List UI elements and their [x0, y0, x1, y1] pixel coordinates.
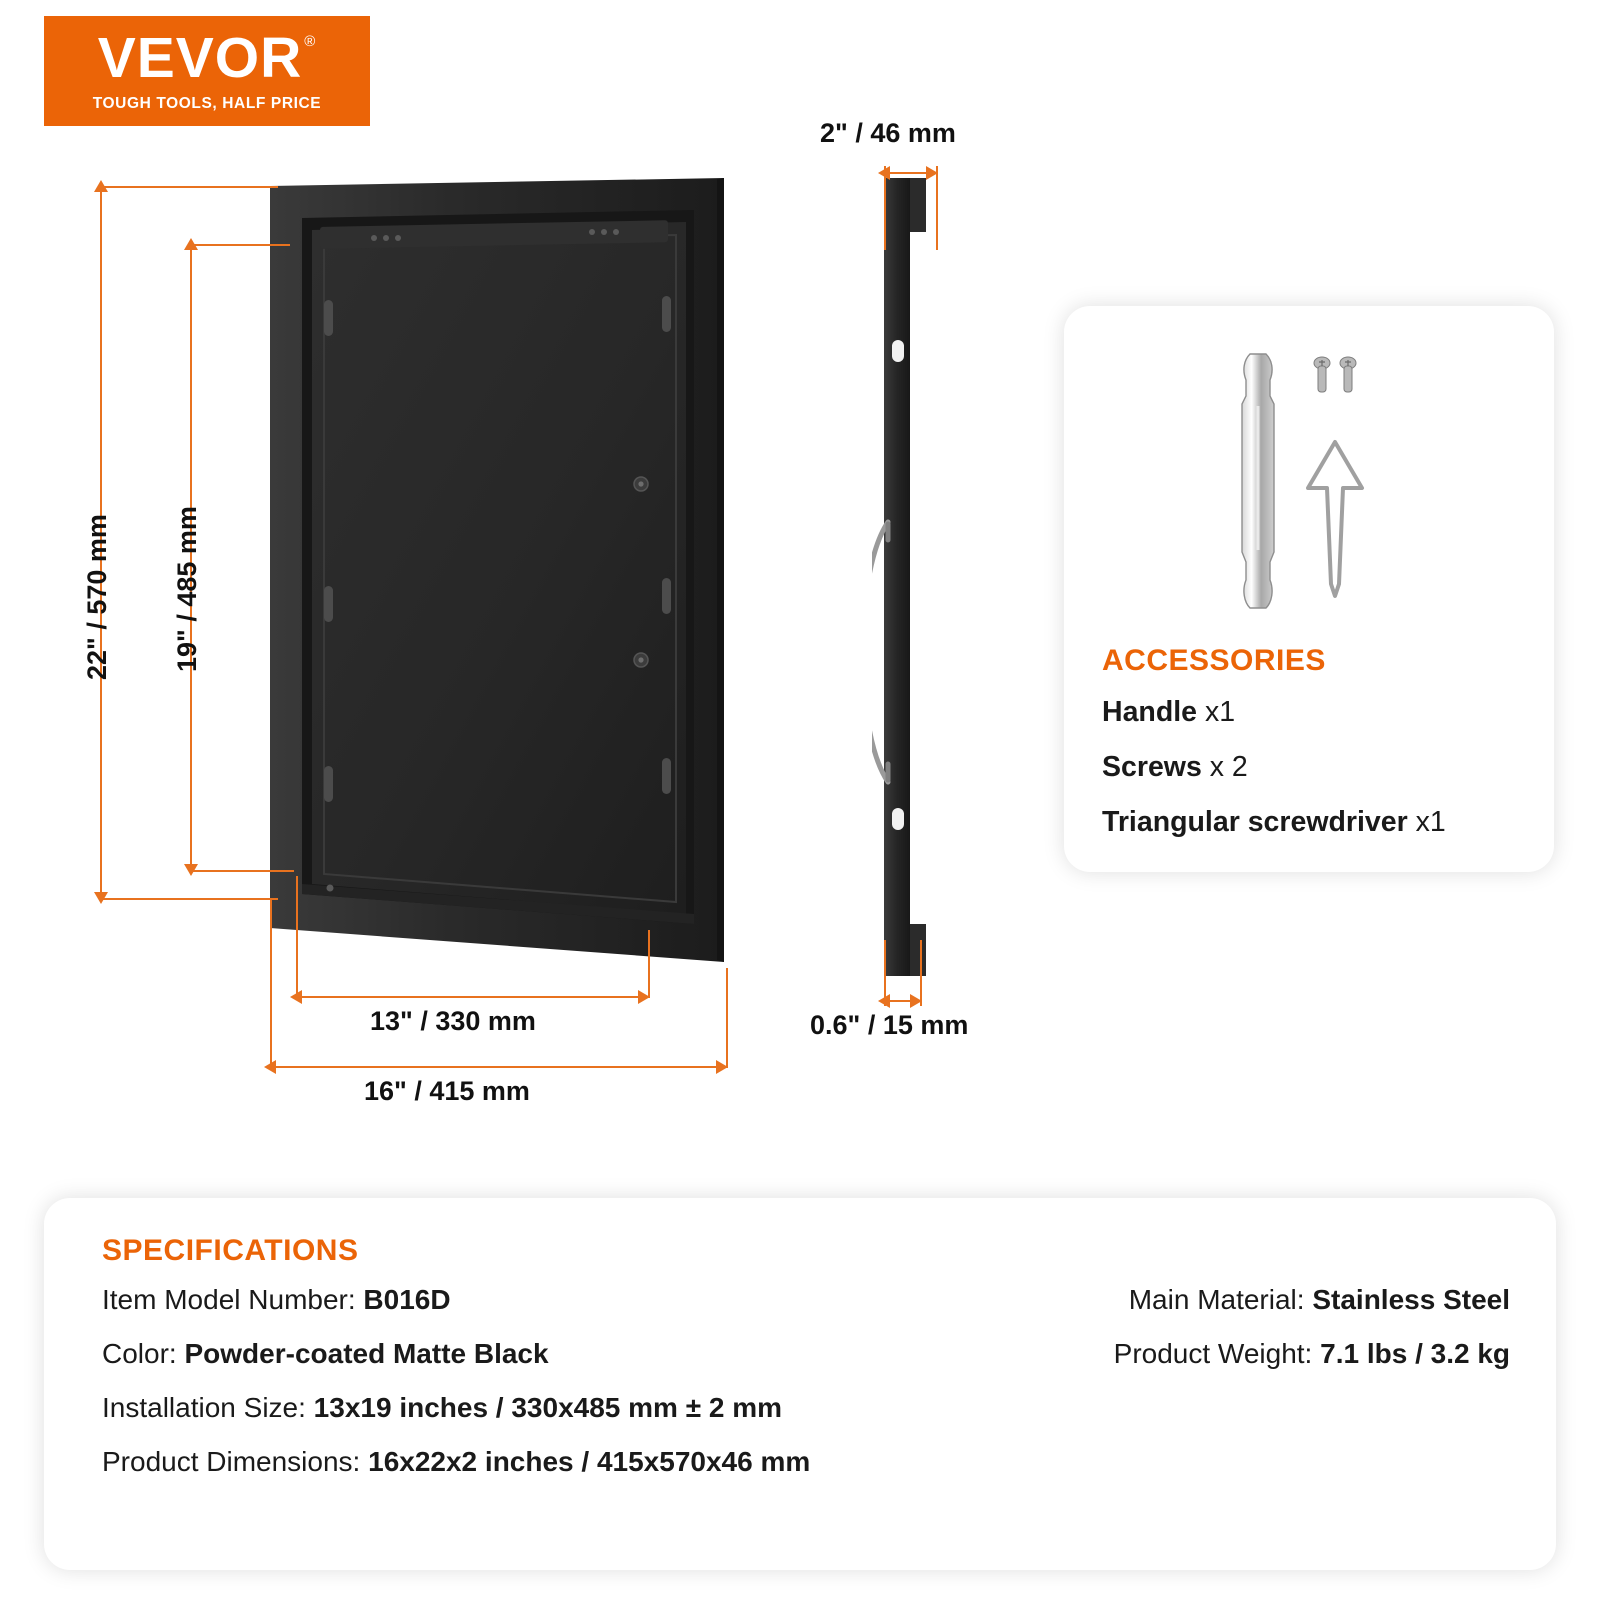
dim-height-overall: 22" / 570 mm: [82, 514, 112, 680]
dim-arrow-width-overall-left: [264, 1060, 276, 1074]
side-body: [884, 178, 910, 976]
dim-arrow-depth-overall-left: [878, 166, 890, 180]
spec-value: B016D: [363, 1284, 451, 1315]
accessory-name: Screws: [1102, 751, 1202, 783]
brand-tagline: TOUGH TOOLS, HALF PRICE: [92, 94, 322, 112]
accessory-qty: x1: [1204, 696, 1236, 728]
dim-arrow-width-install-left: [290, 990, 302, 1004]
vevor-logo: [44, 16, 370, 126]
registered-mark: ®: [304, 32, 317, 50]
product-front-view: [262, 172, 732, 982]
dim-ext-width-overall-left: [270, 900, 272, 1068]
triangular-screwdriver-illustration: [1298, 434, 1372, 604]
side-top-flange: [910, 178, 926, 232]
list-item: [1102, 696, 1532, 729]
dim-line-width-overall: [270, 1066, 726, 1068]
specifications-right-column: [1114, 1284, 1510, 1392]
dim-ext-width-install-left: [296, 876, 298, 998]
spec-row: [102, 1338, 1002, 1370]
product-side-view: [872, 172, 952, 982]
dim-width-install: 13" / 330 mm: [370, 1006, 536, 1036]
specifications-title: SPECIFICATIONS: [102, 1234, 359, 1267]
specifications-left-column: [102, 1284, 1002, 1500]
dim-ext-height-overall-top: [100, 186, 278, 188]
spec-value: 7.1 lbs / 3.2 kg: [1320, 1338, 1510, 1369]
dim-ext-width-overall-right: [726, 968, 728, 1068]
accessories-title: ACCESSORIES: [1102, 644, 1326, 677]
side-bottom-flange: [910, 924, 926, 976]
dim-arrow-depth-flange-left: [878, 994, 890, 1008]
brand-name-text: VEVOR: [97, 25, 303, 90]
spec-label: Item Model Number:: [102, 1284, 356, 1315]
spec-label: Product Weight:: [1113, 1338, 1313, 1369]
dim-arrow-depth-flange-right: [910, 994, 922, 1008]
spec-label: Main Material:: [1128, 1284, 1305, 1315]
accessory-qty: x 2: [1209, 751, 1248, 783]
accessory-name: Triangular screwdriver: [1102, 806, 1408, 838]
screws-illustration: [1306, 354, 1366, 400]
handle-illustration: [1226, 346, 1290, 616]
list-item: [1102, 806, 1532, 839]
spec-row: [102, 1446, 1002, 1478]
dim-ext-height-install-top: [190, 244, 290, 246]
dim-height-install: 19" / 485 mm: [172, 506, 202, 672]
accessories-card: [1064, 306, 1554, 872]
dim-arrow-width-overall-right: [716, 1060, 728, 1074]
accessories-list: [1102, 696, 1532, 861]
spec-label: Color:: [102, 1338, 177, 1369]
spec-row: [102, 1392, 1002, 1424]
spec-row: [1114, 1284, 1510, 1316]
spec-value: Stainless Steel: [1312, 1284, 1510, 1315]
dim-depth-flange: 0.6" / 15 mm: [810, 1010, 969, 1040]
spec-label: Installation Size:: [102, 1392, 306, 1423]
bottom-rivet: [327, 885, 334, 892]
spec-value: Powder-coated Matte Black: [184, 1338, 549, 1369]
dim-width-overall: 16" / 415 mm: [364, 1076, 530, 1106]
side-slot-bottom: [892, 808, 904, 830]
list-item: [1102, 751, 1532, 784]
accessory-name: Handle: [1102, 696, 1198, 728]
spec-row: [102, 1284, 1002, 1316]
dim-ext-height-overall-bottom: [100, 898, 278, 900]
brand-name: [97, 25, 317, 90]
spec-row: [1114, 1338, 1510, 1370]
spec-label: Product Dimensions:: [102, 1446, 361, 1477]
accessory-qty: x1: [1415, 806, 1446, 838]
door-panel: [312, 222, 686, 914]
dim-ext-height-install-bottom: [190, 870, 294, 872]
side-slot-top: [892, 340, 904, 362]
specifications-card: [44, 1198, 1556, 1570]
dim-ext-width-install-right: [648, 930, 650, 998]
door-edge-right: [717, 178, 724, 962]
dim-depth-overall: 2" / 46 mm: [820, 118, 956, 148]
dim-line-width-install: [296, 996, 648, 998]
spec-value: 13x19 inches / 330x485 mm ± 2 mm: [313, 1392, 783, 1423]
spec-value: 16x22x2 inches / 415x570x46 mm: [368, 1446, 811, 1477]
dim-arrow-depth-overall-right: [926, 166, 938, 180]
dim-arrow-width-install-right: [638, 990, 650, 1004]
